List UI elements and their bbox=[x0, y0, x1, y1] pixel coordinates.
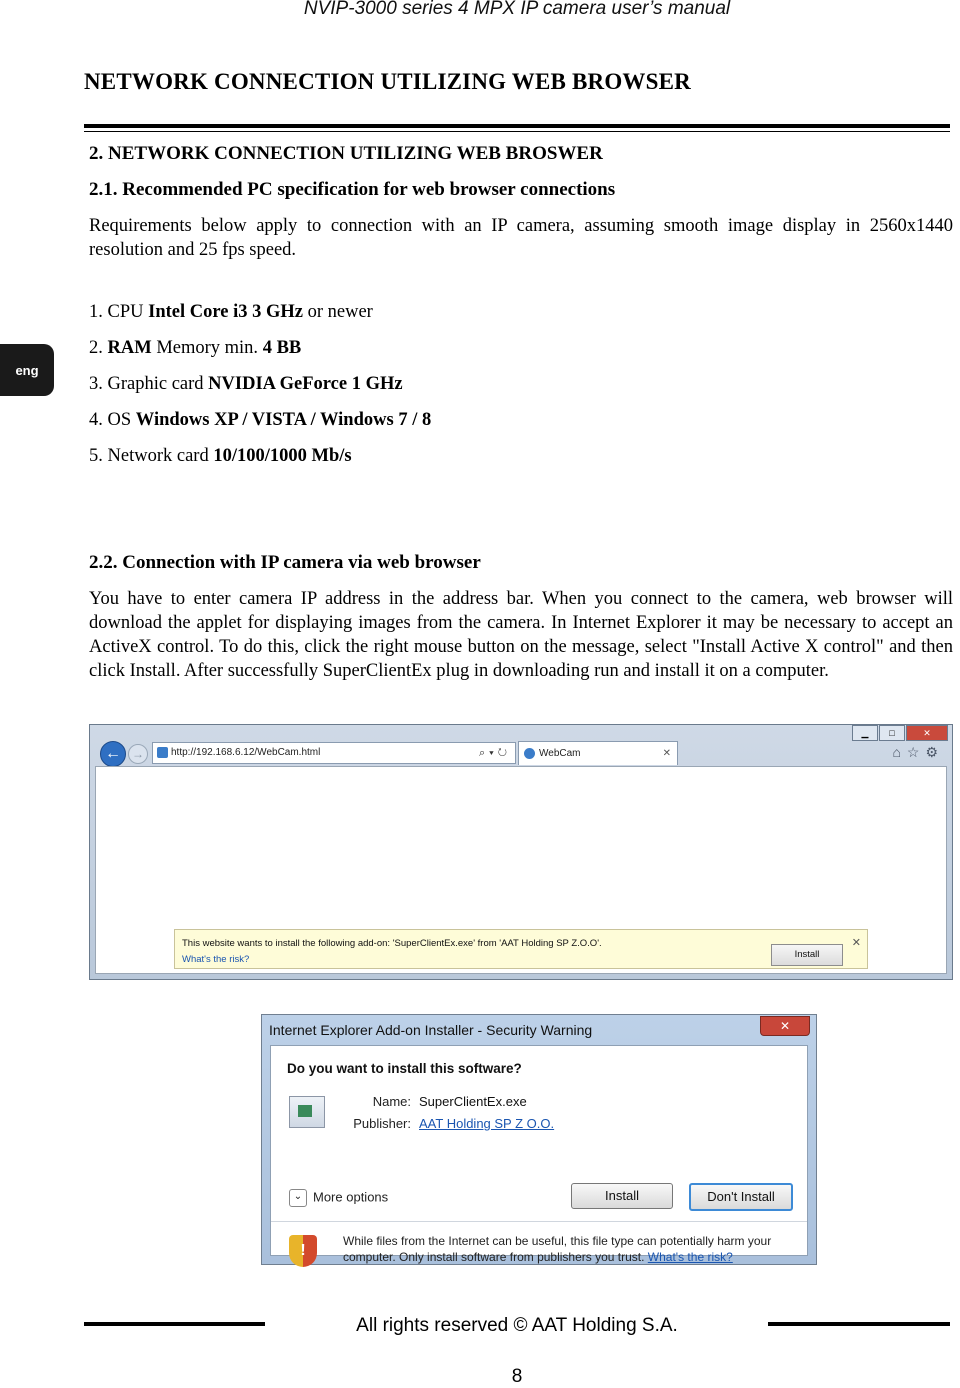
page-header: NVIP-3000 series 4 MPX IP camera user’s manual bbox=[303, 0, 731, 19]
tab-title: WebCam bbox=[539, 748, 581, 759]
dialog-separator bbox=[271, 1221, 807, 1222]
subsection-heading-2-1: 2.1. Recommended PC specification for web browser connections bbox=[89, 179, 616, 200]
install-button[interactable]: Install bbox=[571, 1183, 673, 1209]
toolbar-icons[interactable]: ⌂☆⚙ bbox=[892, 744, 944, 760]
more-options-label: More options bbox=[313, 1189, 389, 1205]
maximize-icon[interactable]: □ bbox=[879, 725, 905, 741]
list-item: 2. RAM Memory min. 4 BB bbox=[89, 338, 302, 358]
publisher-label: Publisher: bbox=[353, 1116, 411, 1131]
browser-tab[interactable] bbox=[518, 741, 678, 765]
section-heading: 2. NETWORK CONNECTION UTILIZING WEB BROSWER bbox=[89, 143, 603, 164]
dialog-close-icon[interactable]: ✕ bbox=[760, 1016, 810, 1036]
infobar-risk-link[interactable]: What's the risk? bbox=[182, 954, 250, 965]
title-rule-thick bbox=[84, 124, 950, 128]
requirements-list bbox=[89, 299, 431, 479]
subsection-heading-2-2: 2.2. Connection with IP camera via web browser bbox=[89, 552, 481, 573]
list-item: 4. OS Windows XP / VISTA / Windows 7 / 8 bbox=[89, 410, 432, 430]
title-rule-thin bbox=[84, 131, 950, 132]
warning-text: While files from the Internet can be useful, this file type can potentially harm your computer. Only install software from publishers you trust. bbox=[343, 1234, 772, 1264]
name-value: SuperClientEx.exe bbox=[419, 1094, 527, 1109]
list-item: 1. CPU Intel Core i3 3 GHz or newer bbox=[89, 302, 373, 322]
address-bar[interactable] bbox=[152, 742, 516, 764]
window-controls bbox=[851, 725, 948, 741]
tab-close-icon[interactable]: ✕ bbox=[662, 748, 671, 759]
connection-body: You have to enter camera IP address in the address bar. When you connect to the camera, web browser will download the applet for displaying images from the camera. In Internet Explorer it may be necessary to accept an ActiveX control. To do this, click the right mouse button on the message, select "Install Active X control" and then click Install. After successfully SuperClientEx plug in downloading run and install it on a computer. bbox=[89, 589, 953, 681]
page-title: NETWORK CONNECTION UTILIZING WEB BROWSER bbox=[84, 69, 691, 94]
risk-link[interactable]: What's the risk? bbox=[647, 1250, 733, 1264]
dialog-title: Internet Explorer Add-on Installer - Security Warning bbox=[269, 1022, 593, 1038]
browser-screenshot bbox=[89, 724, 953, 980]
address-tools-icon[interactable]: ⌕▾↻ bbox=[478, 747, 511, 759]
more-options-toggle[interactable] bbox=[289, 1189, 388, 1207]
infobar-install-button[interactable]: Install bbox=[771, 944, 843, 966]
language-tab: eng bbox=[0, 344, 54, 396]
infobar-close-icon[interactable]: ✕ bbox=[851, 937, 861, 949]
publisher-link[interactable]: AAT Holding SP Z O.O. bbox=[419, 1116, 555, 1131]
address-url: http://192.168.6.12/WebCam.html bbox=[171, 747, 321, 758]
minimize-icon[interactable]: ▁ bbox=[852, 725, 878, 741]
infobar-text: This website wants to install the following add-on: 'SuperClientEx.exe' from 'AAT Holding SP Z.O.O'. bbox=[182, 938, 602, 949]
forward-button[interactable]: → bbox=[128, 744, 148, 764]
footer-copyright: All rights reserved © AAT Holding S.A. bbox=[356, 1315, 678, 1336]
dialog-body bbox=[270, 1045, 808, 1264]
chevron-down-icon: ⌄ bbox=[289, 1189, 307, 1207]
close-icon[interactable]: ✕ bbox=[906, 725, 948, 741]
page-number: 8 bbox=[511, 1366, 523, 1387]
dialog-question: Do you want to install this software? bbox=[287, 1061, 522, 1076]
infobar[interactable] bbox=[174, 929, 868, 969]
page-icon bbox=[157, 747, 168, 758]
name-label: Name: bbox=[372, 1094, 411, 1109]
back-button[interactable]: ← bbox=[100, 741, 126, 767]
security-warning-dialog bbox=[261, 1014, 817, 1265]
tab-icon bbox=[524, 748, 535, 759]
list-item: 3. Graphic card NVIDIA GeForce 1 GHz bbox=[89, 374, 403, 394]
shield-warning-icon: ! bbox=[289, 1235, 317, 1267]
requirements-intro: Requirements below apply to connection with an IP camera, assuming smooth image display in 2560x1440 resolution and 25 fps speed. bbox=[89, 216, 953, 260]
list-item: 5. Network card 10/100/1000 Mb/s bbox=[89, 446, 352, 466]
dialog-warning bbox=[343, 1233, 813, 1265]
dont-install-button[interactable]: Don't Install bbox=[689, 1183, 793, 1211]
